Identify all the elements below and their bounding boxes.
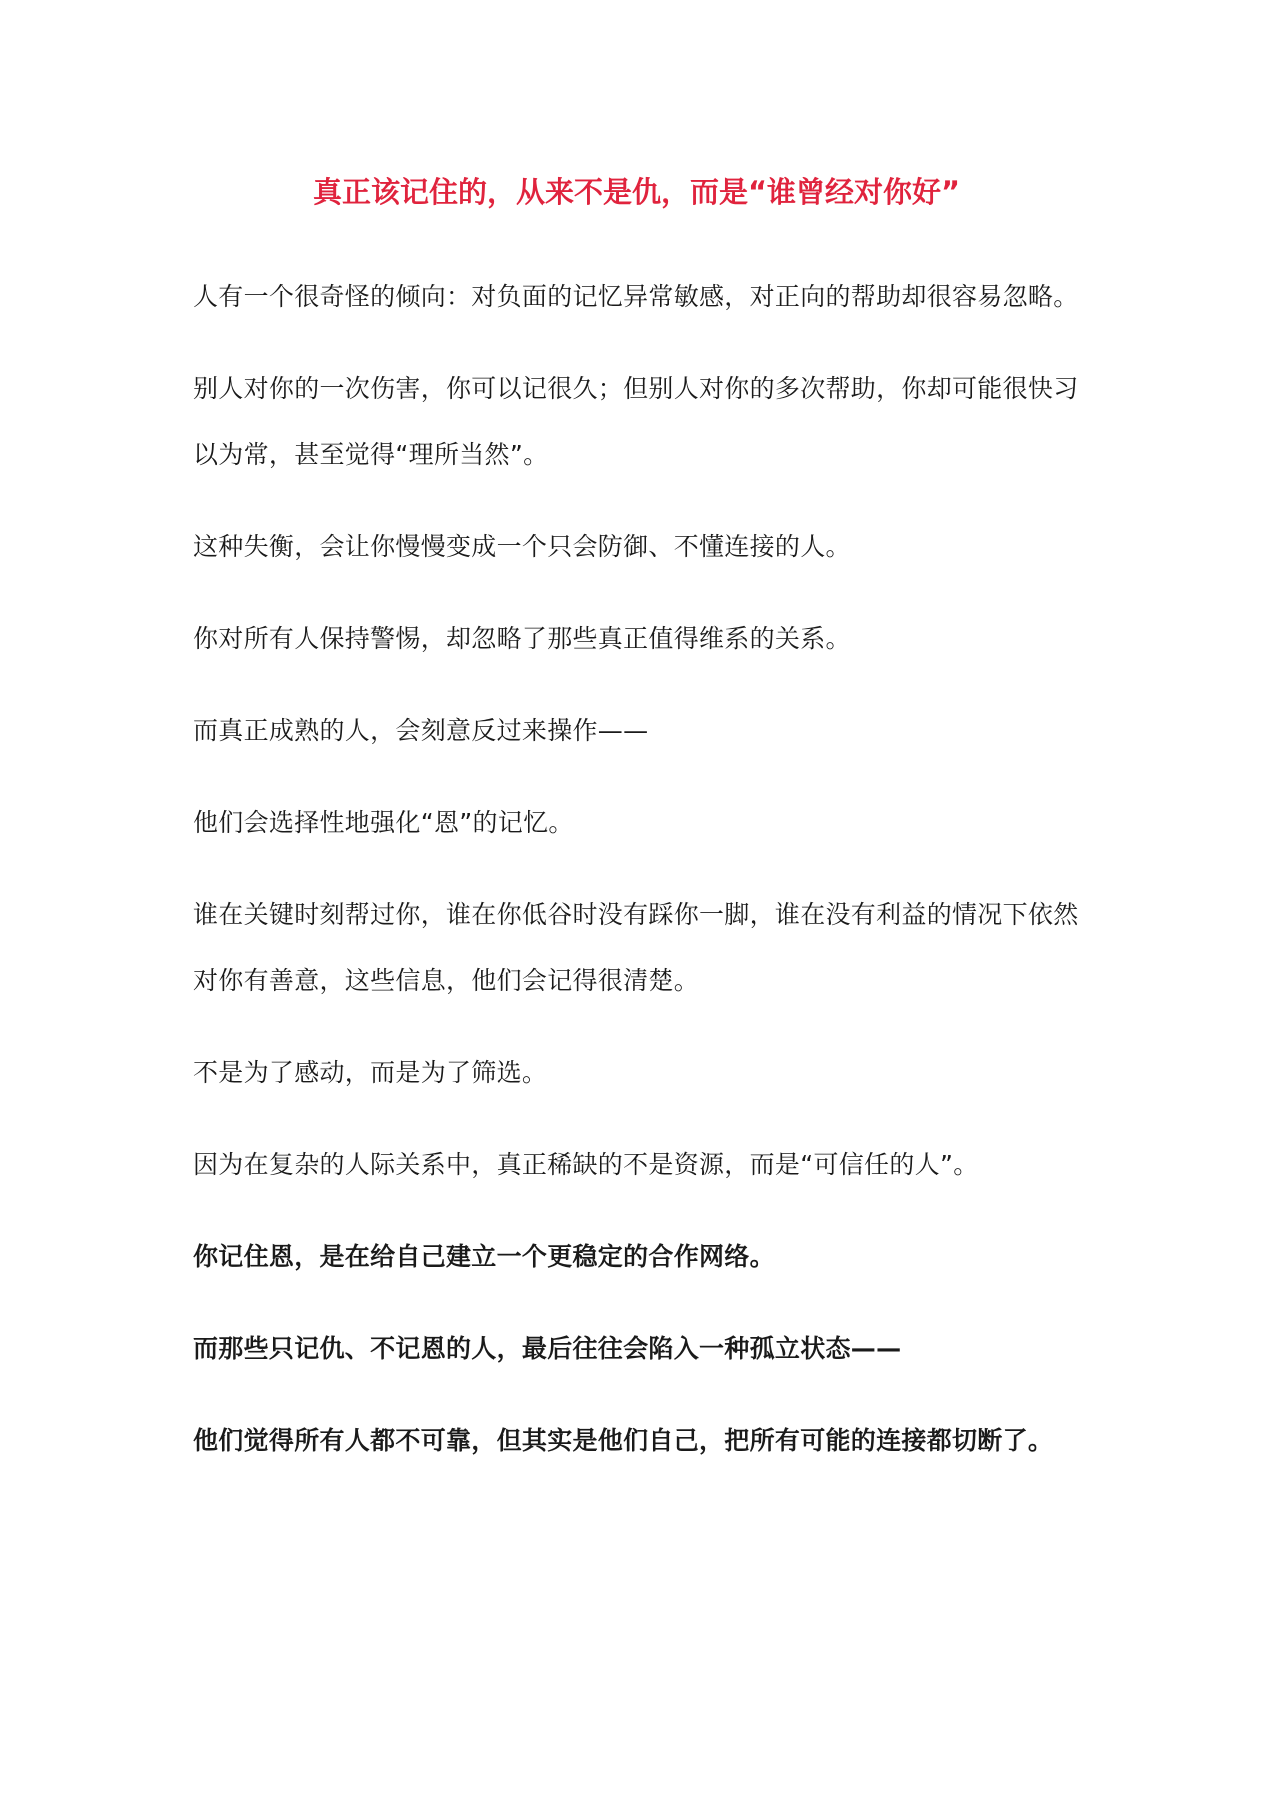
paragraph-bold: 而那些只记仇、不记恩的人，最后往往会陷入一种孤立状态—— (193, 1334, 902, 1363)
paragraph-bold: 你记住恩，是在给自己建立一个更稳定的合作网络。 (193, 1242, 775, 1271)
paragraph: 别人对你的一次伤害，你可以记很久；但别人对你的多次帮助，你却可能很快习以为常，甚至觉得“理所当然”。 (193, 374, 1079, 469)
document-title: 真正该记住的，从来不是仇，而是“谁曾经对你好” (312, 175, 961, 209)
paragraph: 他们会选择性地强化“恩”的记忆。 (193, 808, 574, 837)
document-body (193, 264, 1093, 1500)
paragraph: 这种失衡，会让你慢慢变成一个只会防御、不懂连接的人。 (193, 532, 851, 561)
paragraph-bold: 他们觉得所有人都不可靠，但其实是他们自己，把所有可能的连接都切断了。 (193, 1426, 1054, 1455)
paragraph: 谁在关键时刻帮过你，谁在你低谷时没有踩你一脚，谁在没有利益的情况下依然对你有善意，这些信息，他们会记得很清楚。 (193, 900, 1079, 995)
paragraph: 因为在复杂的人际关系中，真正稀缺的不是资源，而是“可信任的人”。 (193, 1150, 979, 1179)
paragraph: 你对所有人保持警惕，却忽略了那些真正值得维系的关系。 (193, 624, 851, 653)
paragraph: 人有一个很奇怪的倾向：对负面的记忆异常敏感，对正向的帮助却很容易忽略。 (193, 282, 1079, 311)
paragraph: 不是为了感动，而是为了筛选。 (193, 1058, 548, 1087)
paragraph: 而真正成熟的人，会刻意反过来操作—— (193, 716, 649, 745)
